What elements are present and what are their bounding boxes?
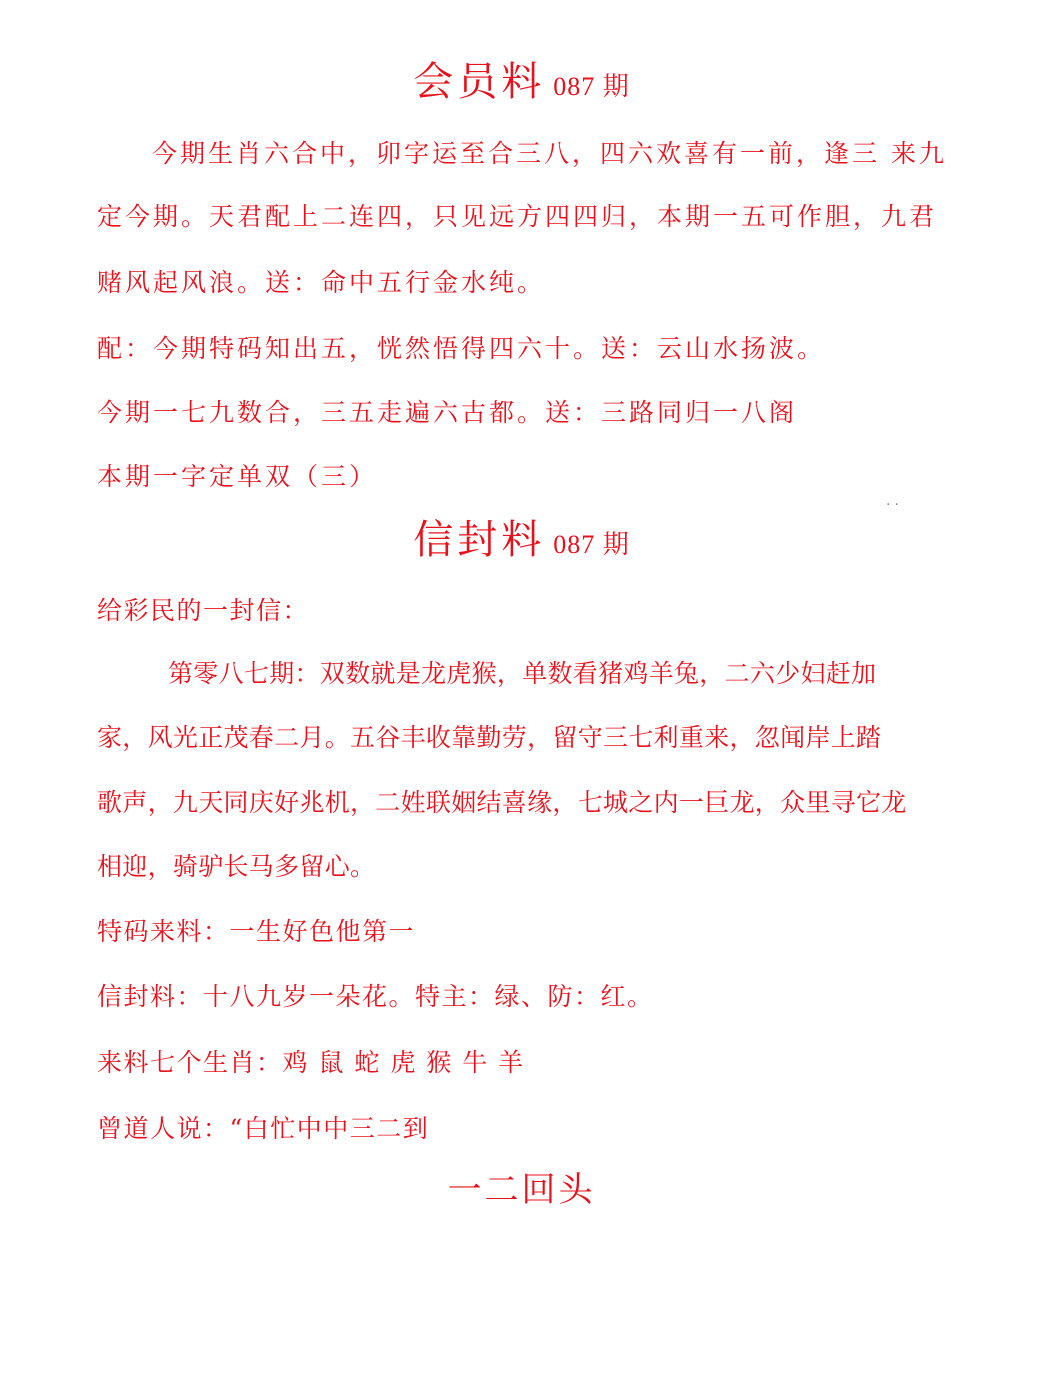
text-line: 定今期。天君配上二连四，只见远方四四归，本期一五可作胆，九君 — [97, 202, 938, 231]
text-line: 今期生肖六合中，卯字运至合三八，四六欢喜有一前，逢三 来九 — [152, 139, 947, 168]
text-line: 曾道人说：“白忙中中三二到 — [97, 1114, 430, 1143]
text-line: 特码来料：一生好色他第一 — [97, 917, 416, 946]
letter-greeting: 给彩民的一封信： — [97, 596, 310, 625]
section-title-member — [0, 57, 1043, 112]
text-line: 赌风起风浪。送：命中五行金水纯。 — [97, 268, 546, 297]
text-line: 信封料：十八九岁一朵花。特主：绿、防：红。 — [97, 982, 654, 1011]
title-text: 信封料 — [413, 517, 546, 563]
section-title-envelope — [0, 515, 1043, 570]
title-text: 会员料 — [413, 59, 546, 105]
text-line: 本期一字定单双（三） — [97, 462, 378, 491]
text-line: 配：今期特码知出五，恍然悟得四六十。送：云山水扬波。 — [97, 334, 826, 363]
issue-number: 087 期 — [553, 530, 630, 559]
closing-line: 一二回头 — [447, 1170, 596, 1210]
text-line: 今期一七九数合，三五走遍六古都。送：三路同归一八阁 — [97, 398, 798, 427]
text-line: 相迎，骑驴长马多留心。 — [97, 852, 376, 881]
text-line: 家，风光正茂春二月。五谷丰收靠勤劳，留守三七利重来，忽闻岸上踏 — [97, 723, 882, 752]
issue-number: 087 期 — [553, 72, 630, 101]
text-line: 歌声，九天同庆好兆机，二姓联姻结喜缘，七城之内一巨龙，众里寻它龙 — [97, 788, 907, 817]
text-line: 第零八七期：双数就是龙虎猴，单数看猪鸡羊兔，二六少妇赶加 — [168, 659, 877, 688]
stray-dots: ·· — [886, 497, 903, 513]
text-line: 来料七个生肖：鸡 鼠 蛇 虎 猴 牛 羊 — [97, 1048, 525, 1077]
